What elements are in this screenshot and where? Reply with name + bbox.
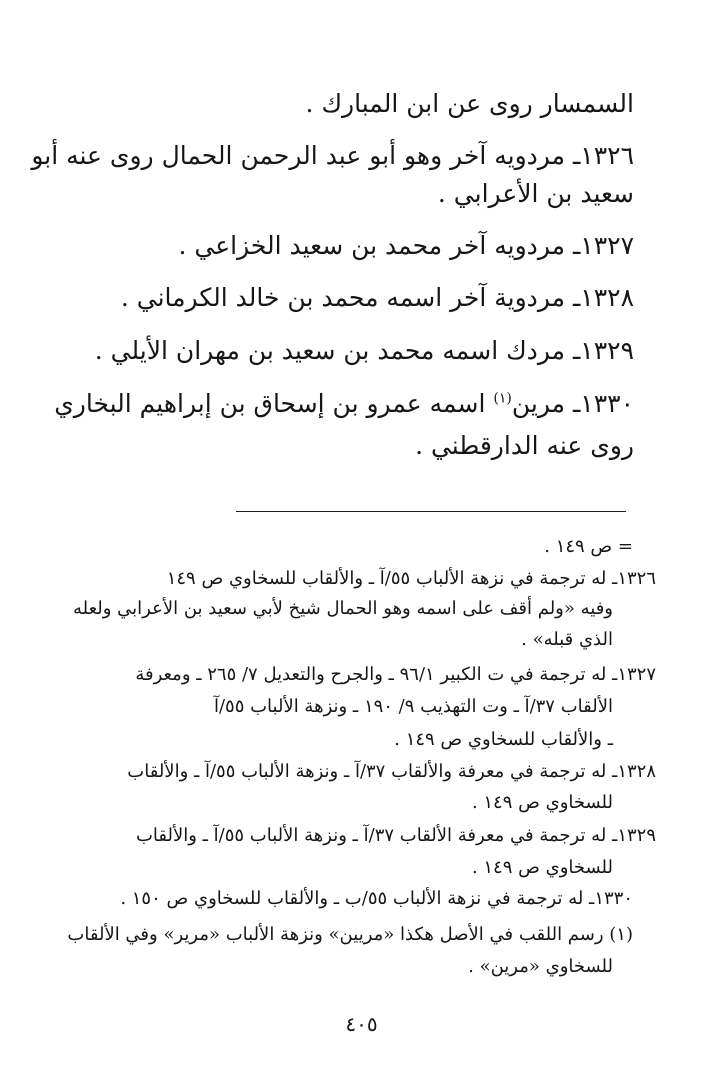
- footnote-1327-line-3: ـ والألقاب للسخاوي ص ١٤٩ .: [394, 729, 613, 750]
- footnote-1329-line-2: للسخاوي ص ١٤٩ .: [471, 857, 613, 878]
- footnote-1330: ١٣٣٠ـ له ترجمة في نزهة الألباب ٥٥/ب ـ والألقاب للسخاوي ص ١٥٠ .: [120, 888, 633, 909]
- footnote-1327-line-1: ١٣٢٧ـ له ترجمة في ت الكبير ٩٦/١ ـ والجرح والتعديل ٧/ ٢٦٥ ـ ومعرفة: [135, 664, 656, 685]
- footnote-1327-line-2: الألقاب ٣٧/آ ـ وت التهذيب ٩/ ١٩٠ ـ ونزهة الألباب ٥٥/آ: [213, 696, 613, 717]
- entry-1327: ١٣٢٧ـ مردويه آخر محمد بن سعيد الخزاعي .: [178, 231, 634, 260]
- footnote-1326-line-2: وفيه «ولم أقف على اسمه وهو الحمال شيخ لأبي سعيد بن الأعرابي ولعله: [72, 598, 613, 619]
- footnote-separator: [236, 511, 626, 512]
- main-line-continuation: السمسار روى عن ابن المبارك .: [305, 89, 634, 118]
- entry-1328: ١٣٢٨ـ مردوية آخر اسمه محمد بن خالد الكرماني .: [120, 283, 634, 312]
- footnote-ref-1: (١): [493, 390, 512, 407]
- entry-1330-headword: ١٣٣٠ـ مرين: [511, 389, 634, 418]
- footnote-1326-line-3: الذي قبله» .: [521, 629, 613, 650]
- entry-1326-line-1: ١٣٢٦ـ مردويه آخر وهو أبو عبد الرحمن الحمال روى عنه أبو: [31, 141, 634, 170]
- footnote-1326-line-1: ١٣٢٦ـ له ترجمة في نزهة الألباب ٥٥/آ ـ والألقاب للسخاوي ص ١٤٩: [166, 568, 656, 589]
- footnote-continuation: = ص ١٤٩ .: [544, 536, 633, 557]
- entry-1329: ١٣٢٩ـ مردك اسمه محمد بن سعيد بن مهران الأيلي .: [94, 336, 634, 365]
- footnote-1328-line-1: ١٣٢٨ـ له ترجمة في معرفة والألقاب ٣٧/آ ـ ونزهة الألباب ٥٥/آ ـ والألقاب: [127, 761, 656, 782]
- page-number: ٤٠٥: [345, 1012, 378, 1036]
- footnote-ref-1-line-2: للسخاوي «مرين» .: [468, 956, 613, 977]
- entry-1330-line-1: [54, 386, 634, 422]
- footnote-ref-1-line-1: (١) رسم اللقب في الأصل هكذا «مريين» ونزهة الألباب «مرير» وفي الألقاب: [67, 924, 633, 945]
- footnote-1328-line-2: للسخاوي ص ١٤٩ .: [471, 792, 613, 813]
- entry-1326-line-2: سعيد بن الأعرابي .: [437, 179, 634, 208]
- entry-1330-rest: اسمه عمرو بن إسحاق بن إبراهيم البخاري: [54, 389, 494, 418]
- footnote-1329-line-1: ١٣٢٩ـ له ترجمة في معرفة الألقاب ٣٧/آ ـ ونزهة الألباب ٥٥/آ ـ والألقاب: [135, 825, 656, 846]
- entry-1330-line-2: روى عنه الدارقطني .: [415, 431, 634, 460]
